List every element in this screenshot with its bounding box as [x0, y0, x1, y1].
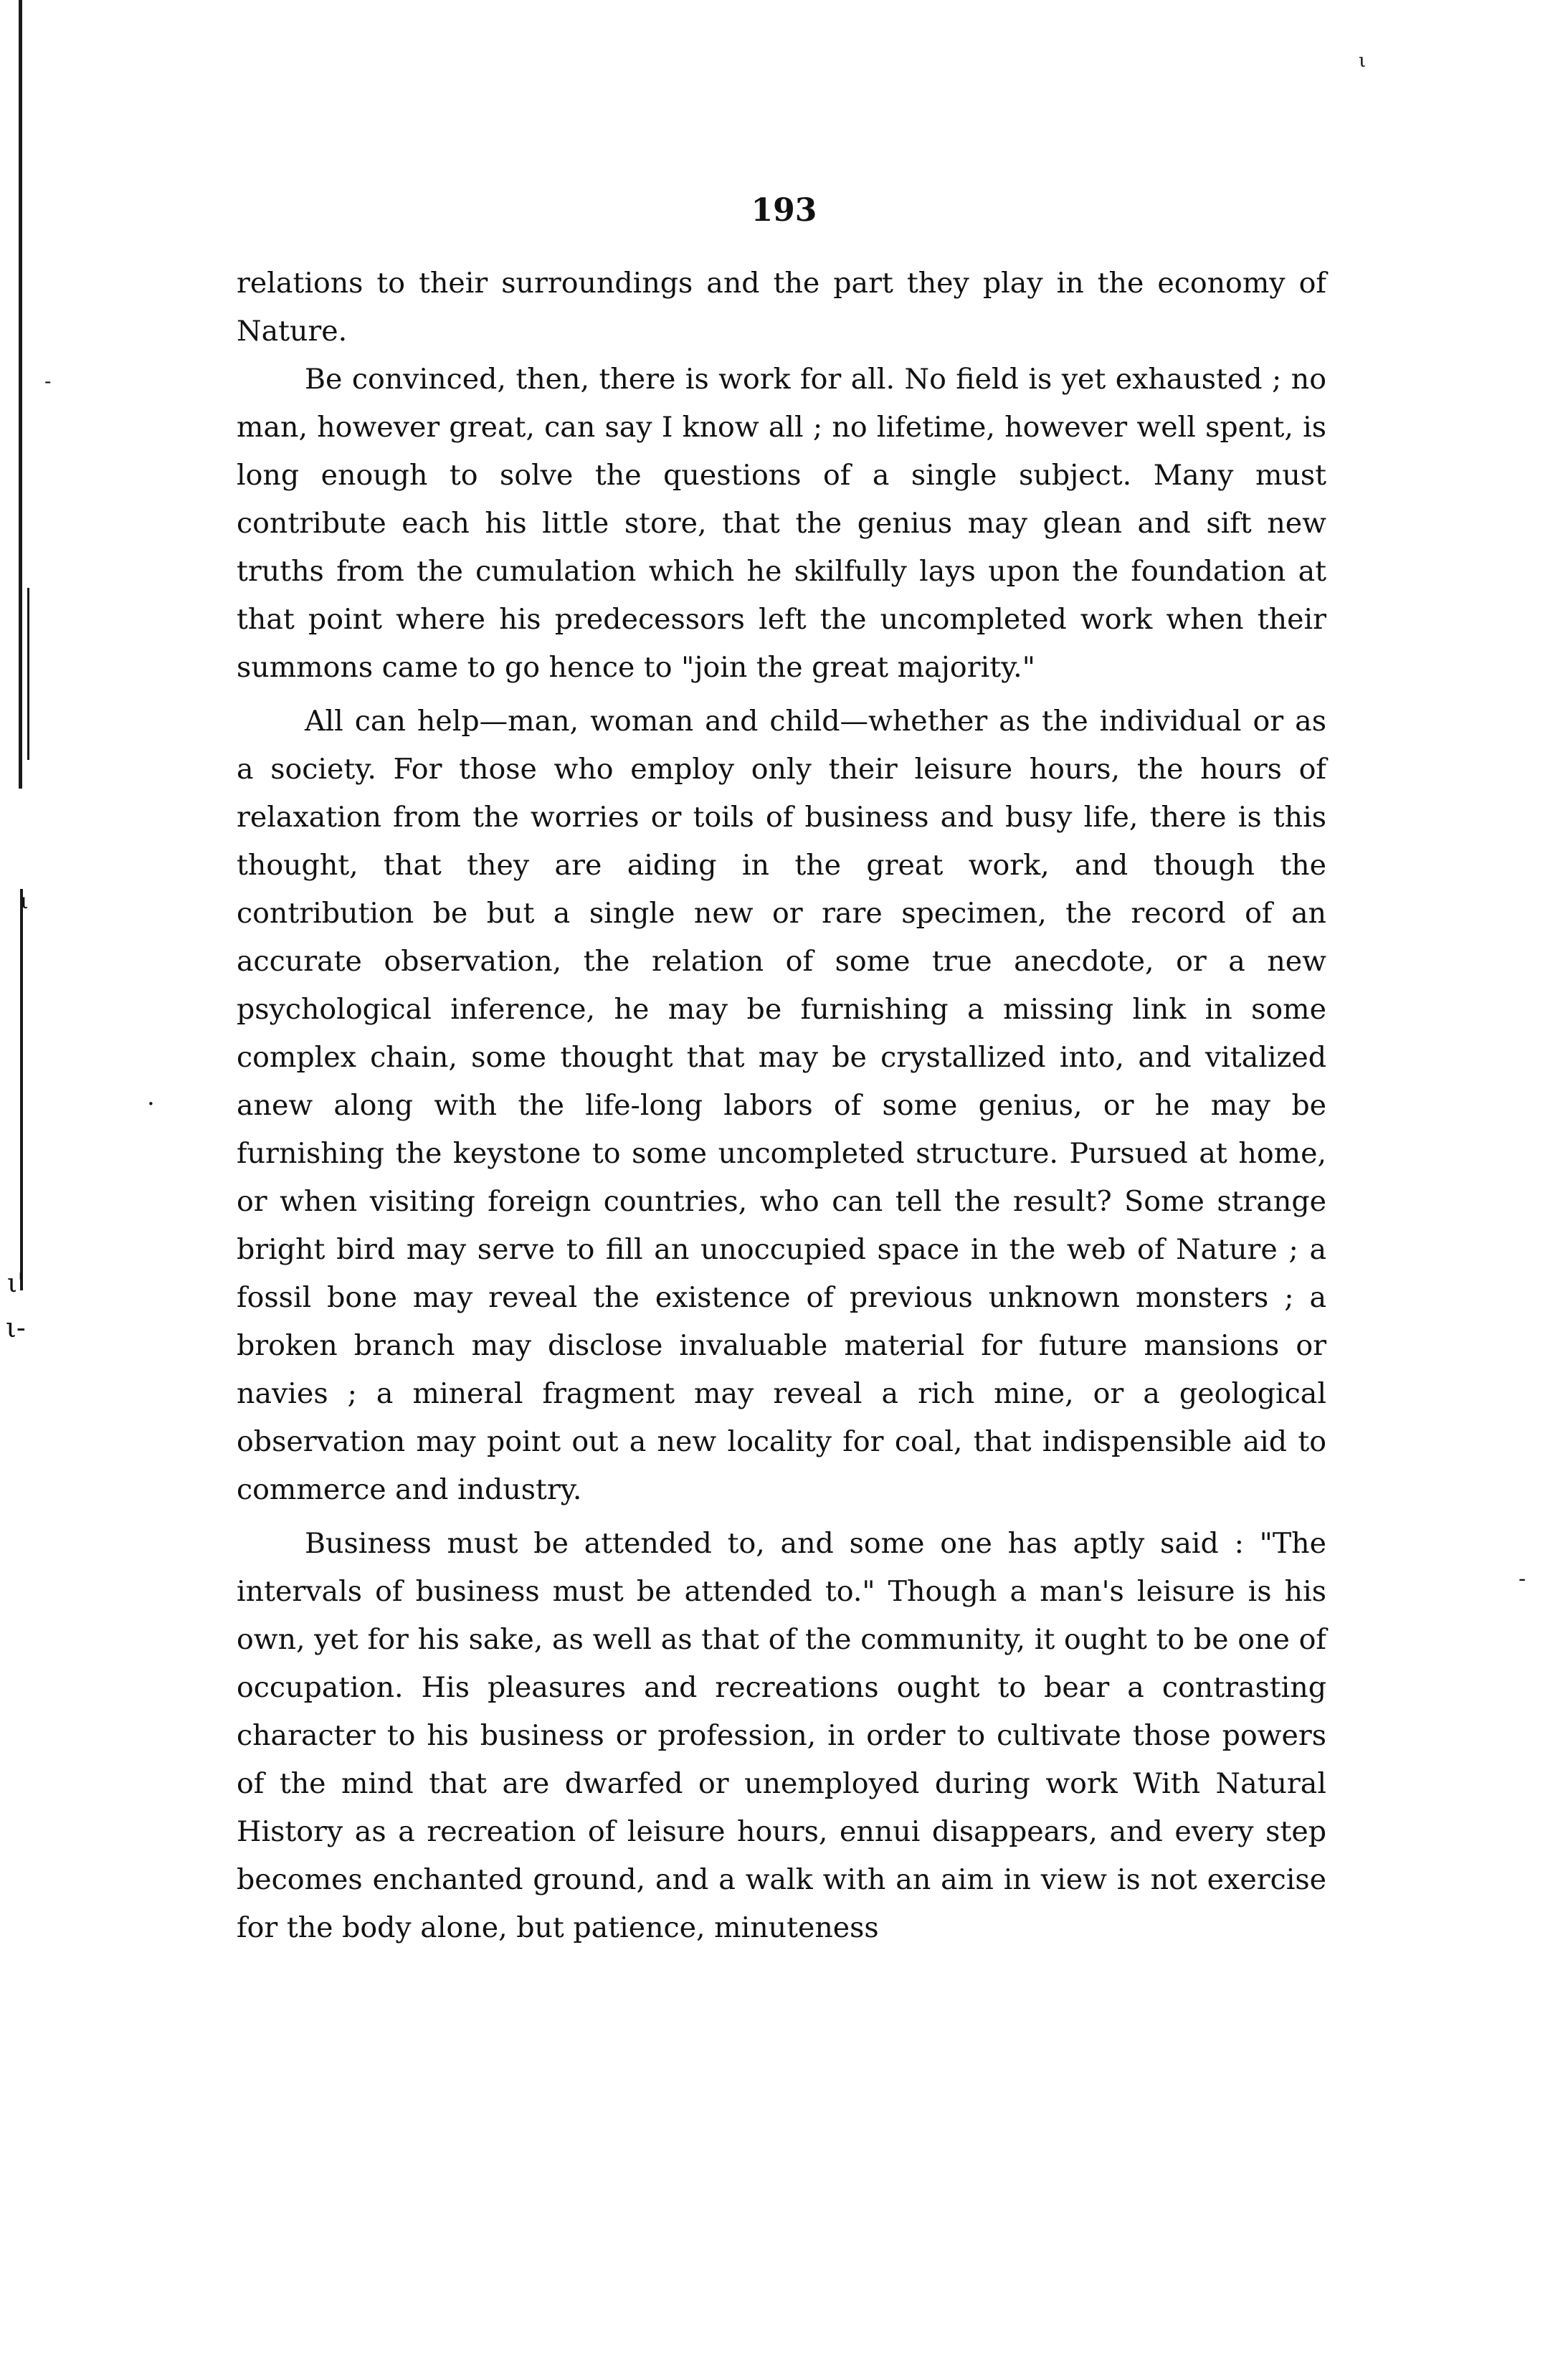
binding-edge: [27, 588, 29, 760]
paragraph: Business must be attended to, and some one has aptly said : "The intervals of business must be attended to." Though a man's leisure is his own, yet for his sake, as well as that of the community, it ought to be one of occupation. His pleasures and recreations ought to bear a contrasting character to his business or profession, in order to cultivate those powers of the mind that are dwarfed or unemployed during work With Natural History as a recreation of leisure hours, ennui disappears, and every step becomes enchanted ground, and a walk with an aim in view is not exercise for the body alone, but patience, minuteness: [237, 1527, 1326, 1944]
paragraph: All can help—man, woman and child—whether as the individual or as a society. For those who employ only their leisure hours, the hours of relaxation from the worries or toils of business and busy life, there is this thought, that they are aiding in the great work, and though the contribution be but a single new or rare specimen, the record of an accurate observation, the relation of some true anecdote, or a new psychological inference, he may be furnishing a missing link in some complex chain, some thought that may be crystallized into, and vitalized anew along with the life-long labors of some genius, or he may be furnishing the keystone to some uncompleted structure. Pursued at home, or when visiting foreign countries, who can tell the result? Some strange bright bird may serve to fill an unoccupied space in the web of Nature ; a fossil bone may reveal the existence of previous unknown monsters ; a broken branch may disclose invaluable material for future mansions or navies ; a mineral fragment may reveal a rich mine, or a geological observation may point out a new locality for coal, that indispensible aid to commerce and industry.: [237, 705, 1326, 1506]
paragraph: Be convinced, then, there is work for all. No field is yet exhausted ; no man, however great, can say I know all ; no lifetime, however well spent, is long enough to solve the questions of a single subject. Many must contribute each his little store, that the genius may glean and sift new truths from the cumulation which he skilfully lays upon the foundation at that point where his predecessors left the uncompleted work when their summons came to go hence to "join the great majority.": [237, 363, 1326, 684]
margin-mark: ι: [1359, 50, 1367, 72]
margin-mark: -: [44, 369, 52, 393]
binding-edge: [19, 0, 22, 789]
margin-mark: ι-: [6, 1312, 26, 1343]
margin-mark: ι': [7, 1269, 25, 1298]
binding-edge: [20, 889, 23, 1290]
margin-mark: ·: [147, 1090, 155, 1118]
body-text: [237, 260, 1326, 1952]
page-number: 193: [751, 192, 817, 229]
margin-mark: -: [1519, 1566, 1526, 1591]
paragraph: relations to their surroundings and the part they play in the economy of Nature.: [237, 267, 1326, 348]
margin-mark: ι: [20, 889, 29, 914]
